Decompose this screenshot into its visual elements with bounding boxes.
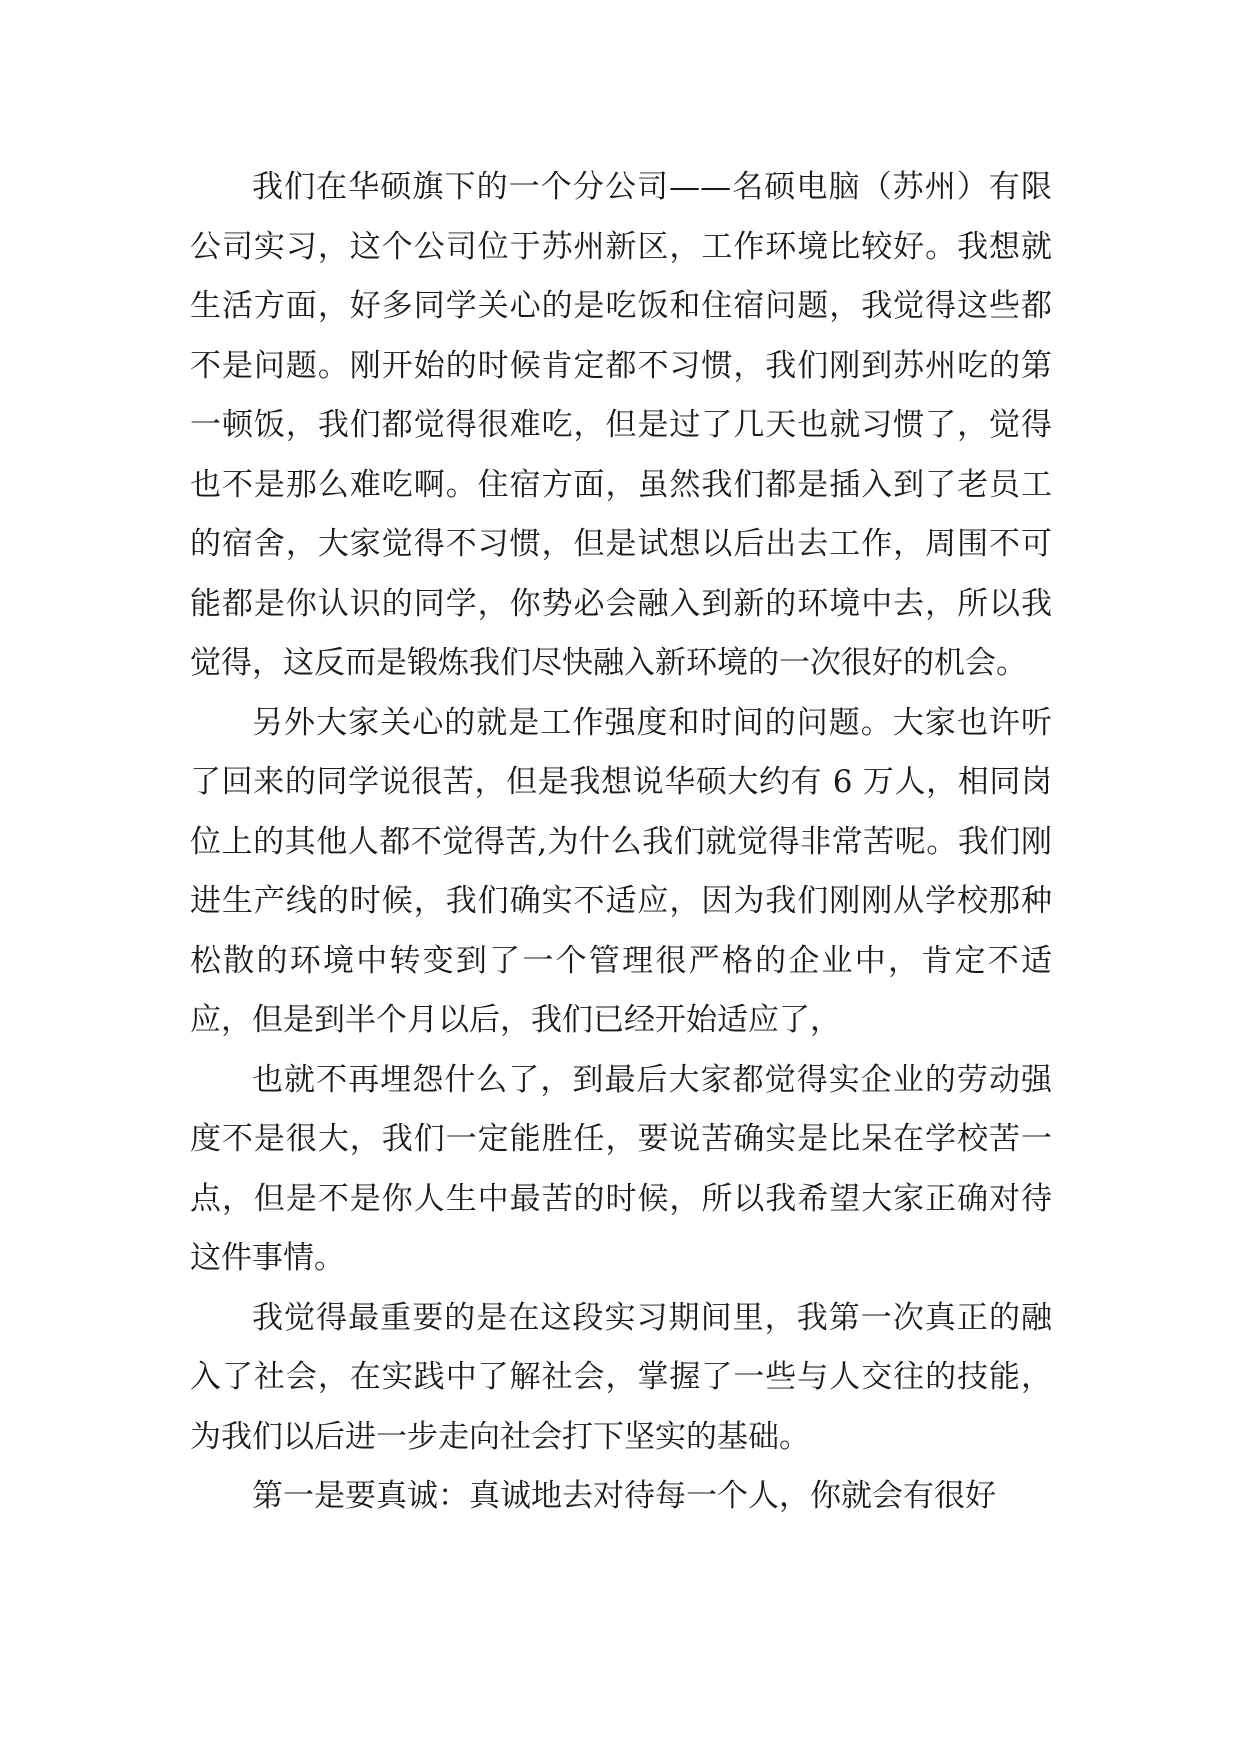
paragraph-work-intensity: 另外大家关心的就是工作强度和时间的问题。大家也许听了回来的同学说很苦，但是我想说华硕大约有 6 万人，相同岗位上的其他人都不觉得苦,为什么我们就觉得非常苦呢。我们刚进生产线的时候，我们确实不适应，因为我们刚刚从学校那种松散的环境中转变到了一个管理很严格的企业中，肯定不适应，但是到半个月以后，我们已经开始适应了， bbox=[190, 704, 1052, 1038]
paragraph-social-integration: 我觉得最重要的是在这段实习期间里，我第一次真正的融入了社会，在实践中了解社会，掌握了一些与人交往的技能，为我们以后进一步走向社会打下坚实的基础。 bbox=[190, 1299, 1052, 1455]
document-body bbox=[190, 158, 1052, 1527]
paragraph-internship-company: 我们在华硕旗下的一个分公司——名硕电脑（苏州）有限公司实习，这个公司位于苏州新区，工作环境比较好。我想就生活方面，好多同学关心的是吃饭和住宿问题，我觉得这些都不是问题。刚开始的时候肯定都不习惯，我们刚到苏州吃的第一顿饭，我们都觉得很难吃，但是过了几天也就习惯了，觉得也不是那么难吃啊。住宿方面，虽然我们都是插入到了老员工的宿舍，大家觉得不习惯，但是试想以后出去工作，周围不可能都是你认识的同学，你势必会融入到新的环境中去，所以我觉得，这反而是锻炼我们尽快融入新环境的一次很好的机会。 bbox=[190, 169, 1052, 681]
paragraph-adaptation: 也就不再埋怨什么了，到最后大家都觉得实企业的劳动强度不是很大，我们一定能胜任，要说苦确实是比呆在学校苦一点，但是不是你人生中最苦的时候，所以我希望大家正确对待这件事情。 bbox=[190, 1061, 1052, 1276]
paragraph-sincerity: 第一是要真诚：真诚地去对待每一个人，你就会有很好 bbox=[252, 1478, 996, 1514]
